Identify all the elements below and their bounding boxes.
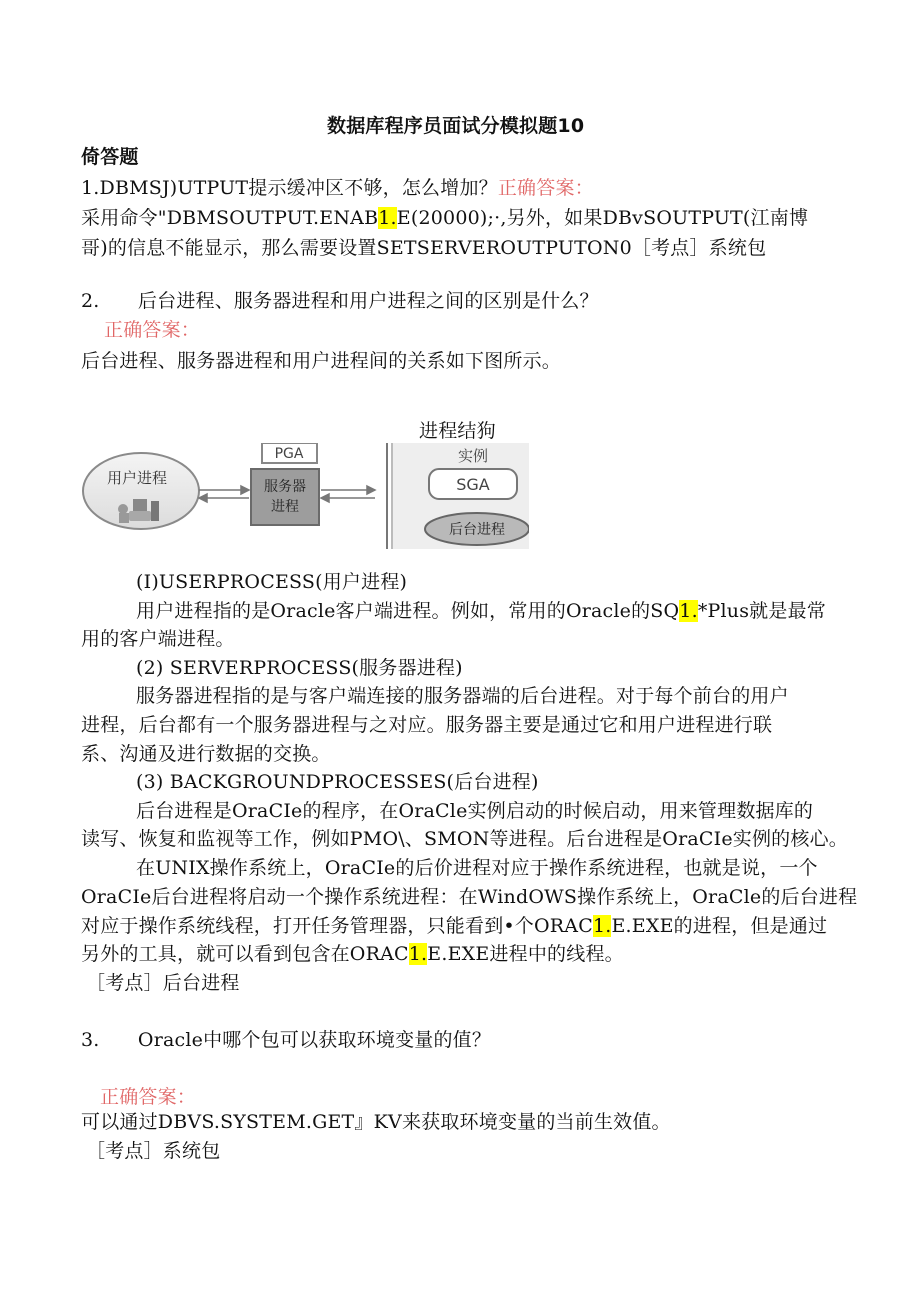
p3-line-2: 读写、恢复和监视等工作，例如PMO\、SMON等进程。后台进程是OraCIe实例的核心。 [81, 828, 848, 850]
q2-keypoint: ［考点］后台进程 [86, 972, 240, 994]
document-title: 数据库程序员面试分模拟题10 [327, 115, 585, 137]
q3-question: 3. Oracle中哪个包可以获取环境变量的值？ [81, 1029, 492, 1051]
q1-question: 1.DBMSJ)UTPUT提示缓冲区不够，怎么增加？ [81, 177, 498, 199]
q3-answer: 可以通过DBVS.SYSTEM.GET』KV来获取环境变量的当前生效值。 [81, 1111, 671, 1133]
p1-line-2: 用的客户端进程。 [81, 628, 235, 650]
p4-line-2: OraCIe后台进程将启动一个操作系统进程：在WindOWS操作系统上，OraCle的后台进程 [81, 886, 858, 908]
q3-answer-label: 正确答案： [100, 1086, 197, 1108]
q1-line-3: 哥)的信息不能显示，那么需要设置SETSERVEROUTPUTON0［考点］系统包 [81, 237, 767, 259]
section-heading: 倚答题 [81, 146, 139, 168]
p3-heading: (3) BACKGROUNDPROCESSES(后台进程) [136, 771, 539, 793]
q1-line-2-highlight: 1. [378, 207, 397, 229]
q2-answer-label: 正确答案： [104, 319, 201, 341]
p4-line-4-highlight: 1. [408, 943, 428, 965]
pga-label: PGA [274, 446, 304, 462]
p2-line-2: 进程，后台都有一个服务器进程与之对应。服务器主要是通过它和用户进程进行联 [81, 714, 773, 736]
server-process-box [251, 469, 319, 525]
q1-answer-label: 正确答案： [497, 177, 594, 199]
p1-heading: (I)USERPROCESS(用户进程) [136, 571, 408, 593]
p4-line-3-pre: 对应于操作系统线程，打开任务管理器，只能看到•个ORAC [81, 915, 593, 937]
sga-label: SGA [456, 475, 490, 494]
background-process-label: 后台进程 [449, 522, 505, 538]
q2-question: 2. 后台进程、服务器进程和用户进程之间的区别是什么？ [81, 290, 599, 312]
p4-line-3 [81, 914, 827, 938]
p2-line-1: 服务器进程指的是与客户端连接的服务器端的后台进程。对于每个前台的用户 [136, 685, 789, 707]
p1-line-1-highlight: 1. [679, 600, 698, 622]
instance-label: 实例 [457, 447, 489, 465]
p4-line-3-highlight: 1. [592, 915, 612, 937]
p4-line-4-pre: 另外的工具，就可以看到包含在ORAC [81, 943, 409, 965]
p2-line-3: 系、沟通及进行数据的交换。 [81, 743, 331, 765]
q2-intro: 后台进程、服务器进程和用户进程间的关系如下图所示。 [81, 350, 562, 372]
p1-line-1-post: *Plus就是最常 [697, 600, 826, 622]
server-process-label-1: 服务器 [264, 479, 306, 495]
arrow-server-instance-icon [321, 486, 375, 502]
q1-line-2-post: E(20000);·,另外，如果DBvSOUTPUT(江南博 [396, 207, 809, 229]
p3-line-1: 后台进程是OraCIe的程序，在OraCle实例启动的时候启动，用来管理数据库的 [136, 800, 814, 822]
p4-line-4-post: E.EXE进程中的线程。 [427, 943, 624, 965]
p2-heading: (2) SERVERPROCESS(服务器进程) [136, 657, 463, 679]
figure-caption: 进程结狗 [419, 420, 496, 442]
q1-line-2-pre: 采用命令"DBMSOUTPUT.ENAB [81, 207, 379, 229]
q3-keypoint: ［考点］系统包 [86, 1140, 221, 1162]
p1-line-1-pre: 用户进程指的是Oracle客户端进程。例如，常用的Oracle的SQ [136, 600, 680, 622]
p1-line-1 [136, 599, 826, 623]
p4-line-3-post: E.EXE的进程，但是通过 [611, 915, 828, 937]
user-process-label: 用户进程 [106, 469, 168, 487]
p4-line-1: 在UNIX操作系统上，OraCIe的后价进程对应于操作系统进程，也就是说，一个 [136, 857, 818, 879]
process-structure-diagram [81, 443, 529, 549]
q1-line-2 [81, 206, 808, 230]
arrow-user-server-icon [199, 486, 249, 502]
server-process-label-2: 进程 [271, 499, 299, 515]
p4-line-4 [81, 942, 624, 966]
q1-line-1 [81, 176, 594, 200]
process-structure-svg [81, 443, 529, 549]
